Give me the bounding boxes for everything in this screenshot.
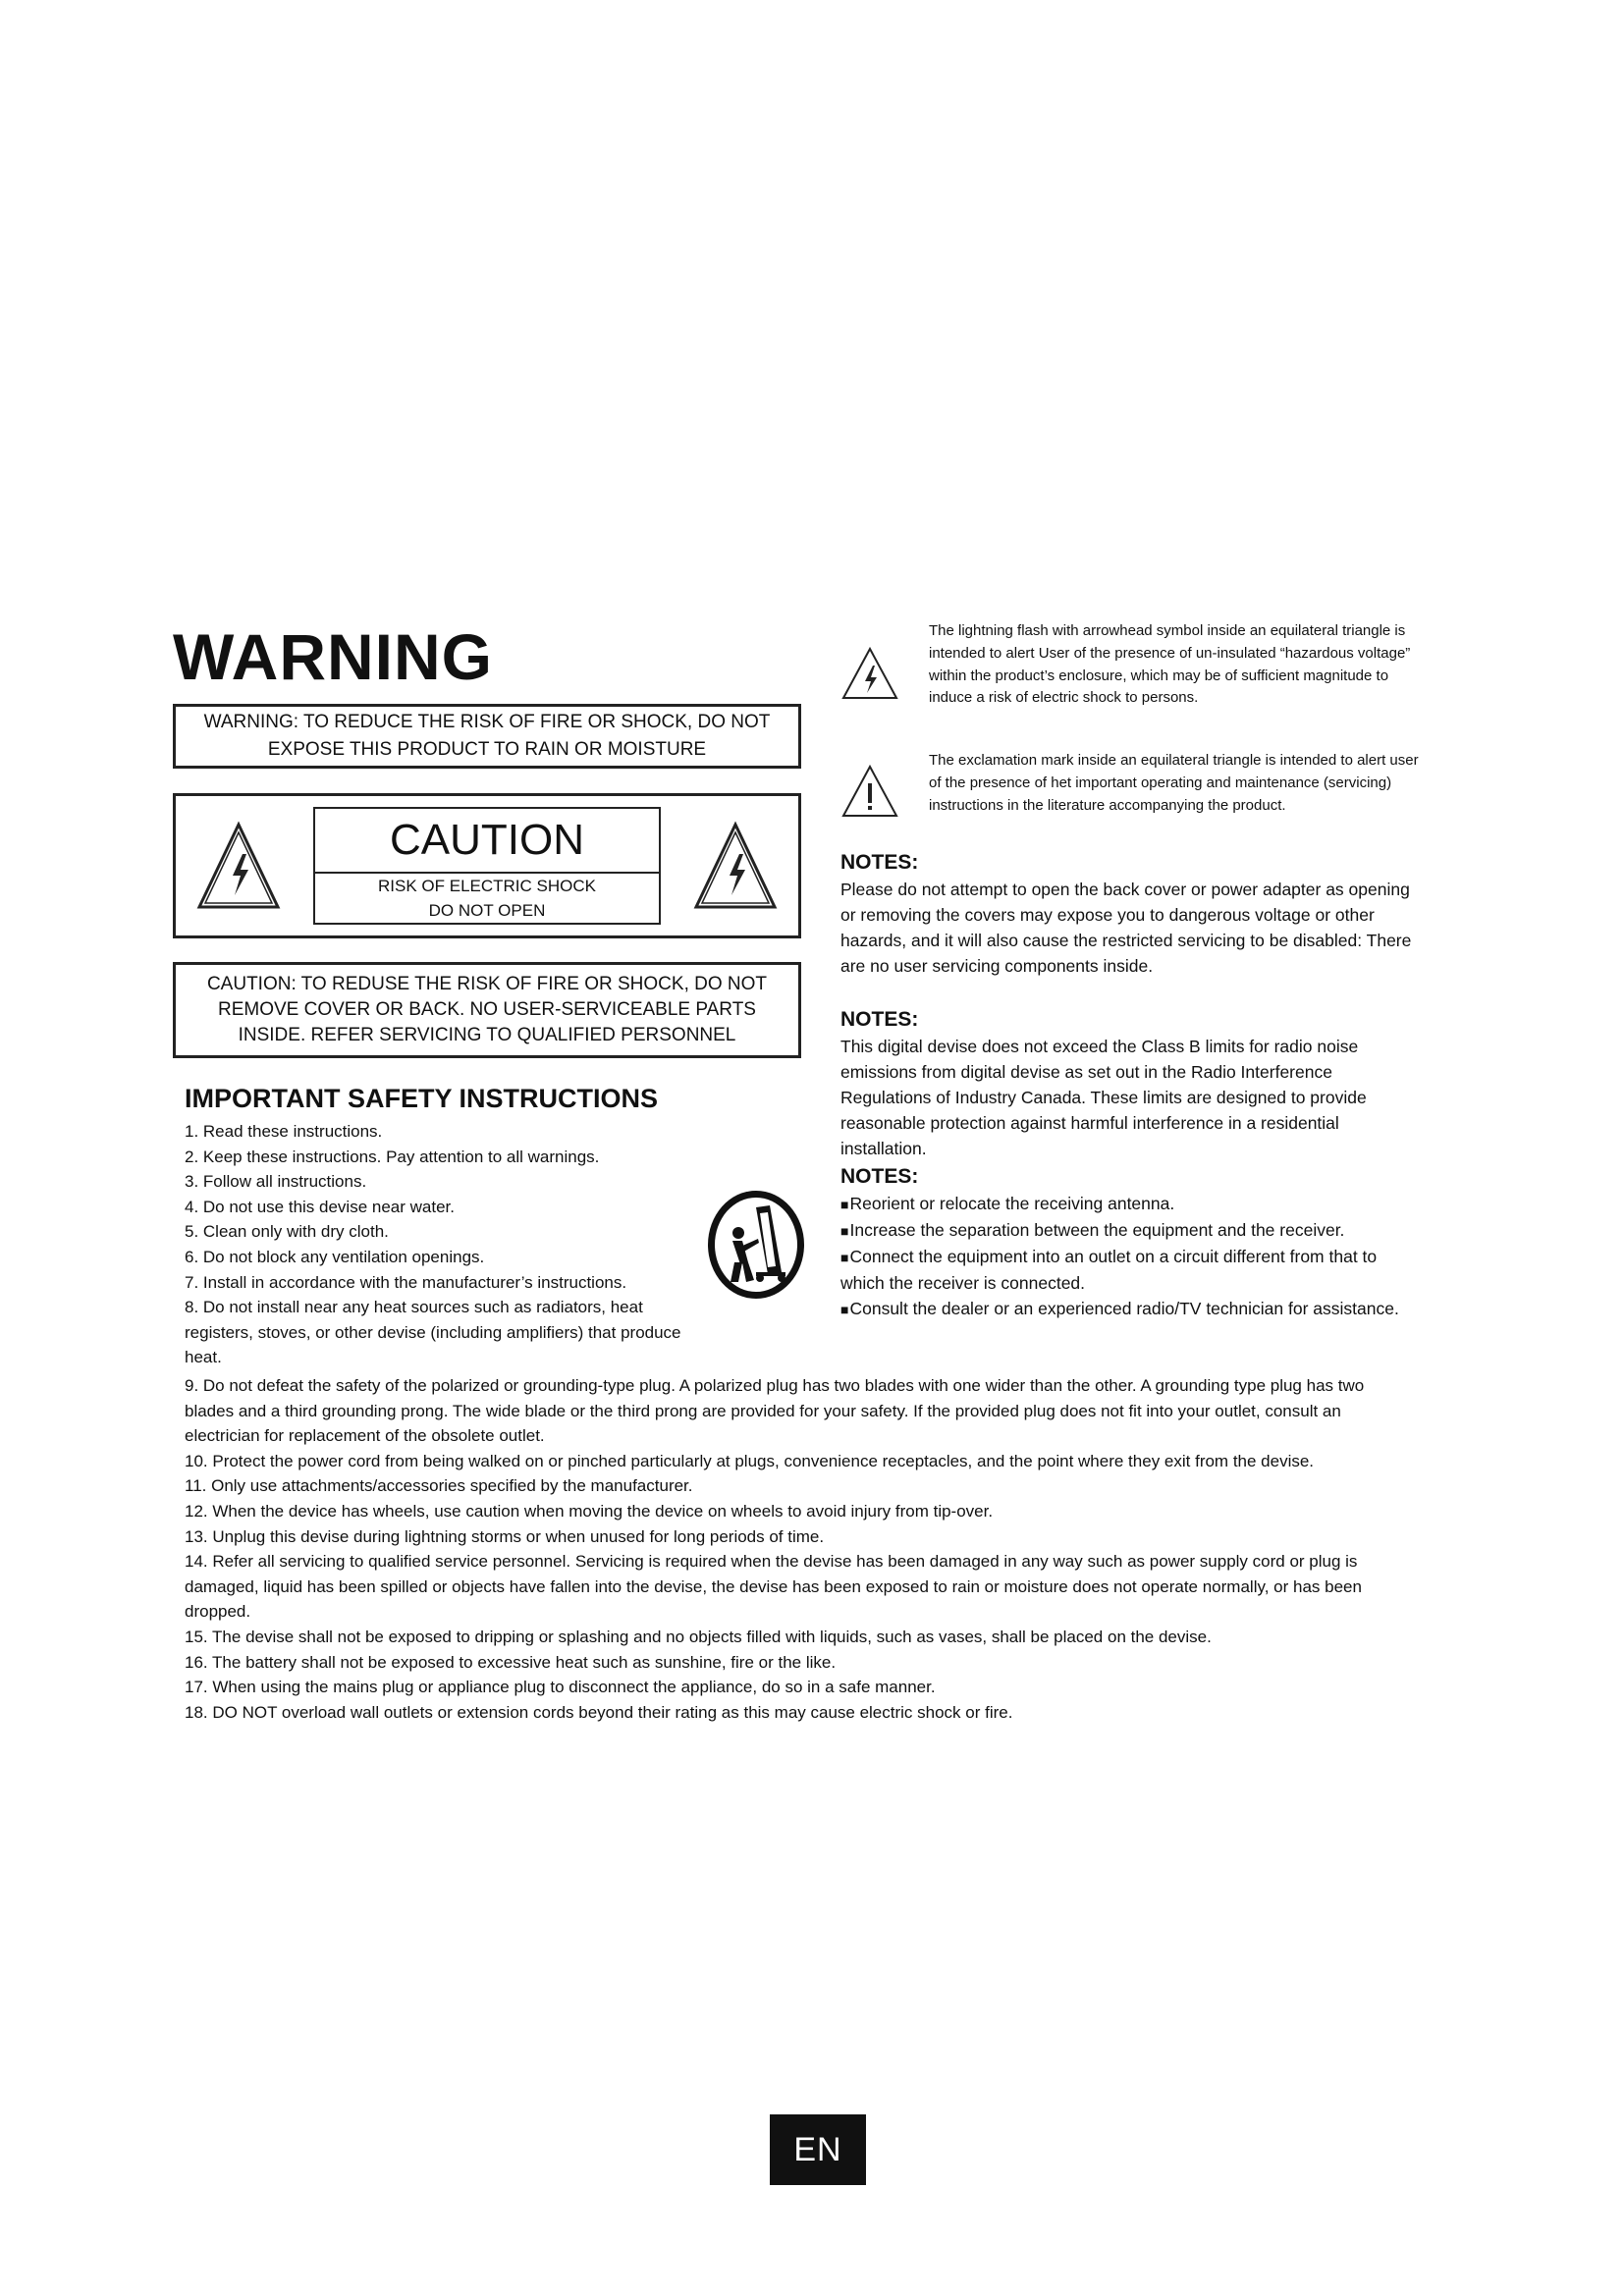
instruction-item: 9. Do not defeat the safety of the polarized or grounding-type plug. A polarized plug has two blades with one wider than the other. A grounding type plug has two blades and a third grounding prong. The wide blade or the third prong are provided for your safety. If the provided plug does not fit into your outlet, consult an electrician for replacement of the obsolete outlet. [185, 1376, 1365, 1446]
lightning-triangle-icon [840, 646, 899, 701]
instruction-item: 15. The devise shall not be exposed to dripping or splashing and no objects filled with liquids, such as vases, shall be placed on the devise. [185, 1627, 1212, 1646]
instructions-list-top [185, 1119, 705, 1370]
exclamation-symbol-text: The exclamation mark inside an equilateral triangle is intended to alert user of the presence of het important operating and maintenance (servicing) instructions in the literature accompanying the product. [929, 752, 1419, 814]
instruction-item: 14. Refer all servicing to qualified service personnel. Servicing is required when the devise has been damaged in any way such as power supply cord or plug is damaged, liquid has been spilled or objects have fallen into the devise, the devise has been exposed to rain or moisture does not operate normally, or has been dropped. [185, 1552, 1362, 1622]
notes-bullet-item: ■ Consult the dealer or an experienced radio/TV technician for assistance. [840, 1296, 1420, 1322]
instruction-item: 13. Unplug this devise during lightning storms or when unused for long periods of time. [185, 1526, 825, 1546]
caution-notice-box [173, 962, 801, 1058]
caution-line-2: DO NOT OPEN [428, 901, 546, 920]
language-badge: EN [770, 2114, 866, 2185]
notes-block-3 [840, 1166, 1420, 1322]
notes-bullet-item: ■ Increase the separation between the equipment and the receiver. [840, 1217, 1420, 1244]
warning-box [173, 704, 801, 769]
lightning-symbol-row [840, 620, 1432, 710]
caution-notice-line-3: INSIDE. REFER SERVICING TO QUALIFIED PERSONNEL [238, 1025, 736, 1045]
notes-text: Please do not attempt to open the back cover or power adapter as opening or removing the covers may expose you to dangerous voltage or other hazards, and it will also cause the restricted servicing to be disabled: There are no user servicing components inside. [840, 880, 1412, 976]
electric-shock-warning-icon [195, 821, 282, 911]
exclamation-triangle-icon [840, 764, 899, 819]
instruction-item: 11. Only use attachments/accessories specified by the manufacturer. [185, 1476, 693, 1496]
instruction-item: 7. Install in accordance with the manufacturer’s instructions. [185, 1272, 627, 1292]
instruction-item: 1. Read these instructions. [185, 1122, 383, 1141]
electric-shock-warning-icon [692, 821, 779, 911]
notes-heading: NOTES: [840, 1165, 919, 1188]
caution-line-1: RISK OF ELECTRIC SHOCK [378, 877, 596, 895]
notes-bullet-list [840, 1191, 1420, 1322]
instruction-item: 16. The battery shall not be exposed to excessive heat such as sunshine, fire or the like. [185, 1652, 837, 1672]
warning-box-line-1: WARNING: TO REDUCE THE RISK OF FIRE OR SHOCK, DO NOT [203, 712, 771, 732]
notes-text: This digital devise does not exceed the Class B limits for radio noise emissions from digital devise as set out in the Radio Interference Regulations of Industry Canada. These limits are designed to provide reasonable protection against harmful interference in a residential installation. [840, 1037, 1367, 1158]
caution-box [173, 793, 801, 938]
instruction-item: 4. Do not use this devise near water. [185, 1197, 455, 1216]
instruction-item: 17. When using the mains plug or appliance plug to disconnect the appliance, do so in a safe manner. [185, 1678, 936, 1697]
notes-bullet-item: ■ Connect the equipment into an outlet on a circuit different from that to which the receiver is connected. [840, 1244, 1420, 1296]
instruction-item: 8. Do not install near any heat sources such as radiators, heat registers, stoves, or other devise (including amplifiers) that produce heat. [185, 1298, 681, 1367]
exclamation-symbol-row [840, 750, 1432, 819]
notes-bullet-item: ■ Reorient or relocate the receiving antenna. [840, 1191, 1420, 1217]
instruction-item: 5. Clean only with dry cloth. [185, 1222, 389, 1242]
instruction-item: 2. Keep these instructions. Pay attention to all warnings. [185, 1147, 600, 1166]
instruction-item: 6. Do not block any ventilation openings. [185, 1247, 485, 1266]
instruction-item: 18. DO NOT overload wall outlets or extension cords beyond their rating as this may cause electric shock or fire. [185, 1702, 1013, 1722]
notes-block-2 [840, 1009, 1420, 1161]
caution-title: CAUTION [315, 809, 659, 874]
safety-instructions-title: IMPORTANT SAFETY INSTRUCTIONS [185, 1084, 659, 1113]
notes-heading: NOTES: [840, 851, 919, 874]
instruction-item: 12. When the device has wheels, use caution when moving the device on wheels to avoid injury from tip-over. [185, 1501, 994, 1521]
warning-title: WARNING [173, 620, 493, 693]
lightning-symbol-text: The lightning flash with arrowhead symbol inside an equilateral triangle is intended to alert User of the presence of un-insulated “hazardous voltage” within the product’s enclosure, which may be of sufficient magnitude to induce a risk of electric shock to persons. [929, 622, 1411, 707]
cart-tip-over-icon [705, 1188, 807, 1302]
instructions-list-bottom [185, 1373, 1412, 1725]
instruction-item: 10. Protect the power cord from being walked on or pinched particularly at plugs, convenience receptacles, and the point where they exit from the devise. [185, 1451, 1315, 1470]
caution-notice-line-1: CAUTION: TO REDUSE THE RISK OF FIRE OR SHOCK, DO NOT [206, 974, 768, 994]
instruction-item: 3. Follow all instructions. [185, 1172, 367, 1192]
notes-heading: NOTES: [840, 1008, 919, 1031]
notes-block-1 [840, 852, 1420, 979]
caution-label [313, 807, 661, 925]
warning-box-line-2: EXPOSE THIS PRODUCT TO RAIN OR MOISTURE [267, 739, 707, 760]
caution-notice-line-2: REMOVE COVER OR BACK. NO USER-SERVICEABLE PARTS [218, 999, 756, 1020]
